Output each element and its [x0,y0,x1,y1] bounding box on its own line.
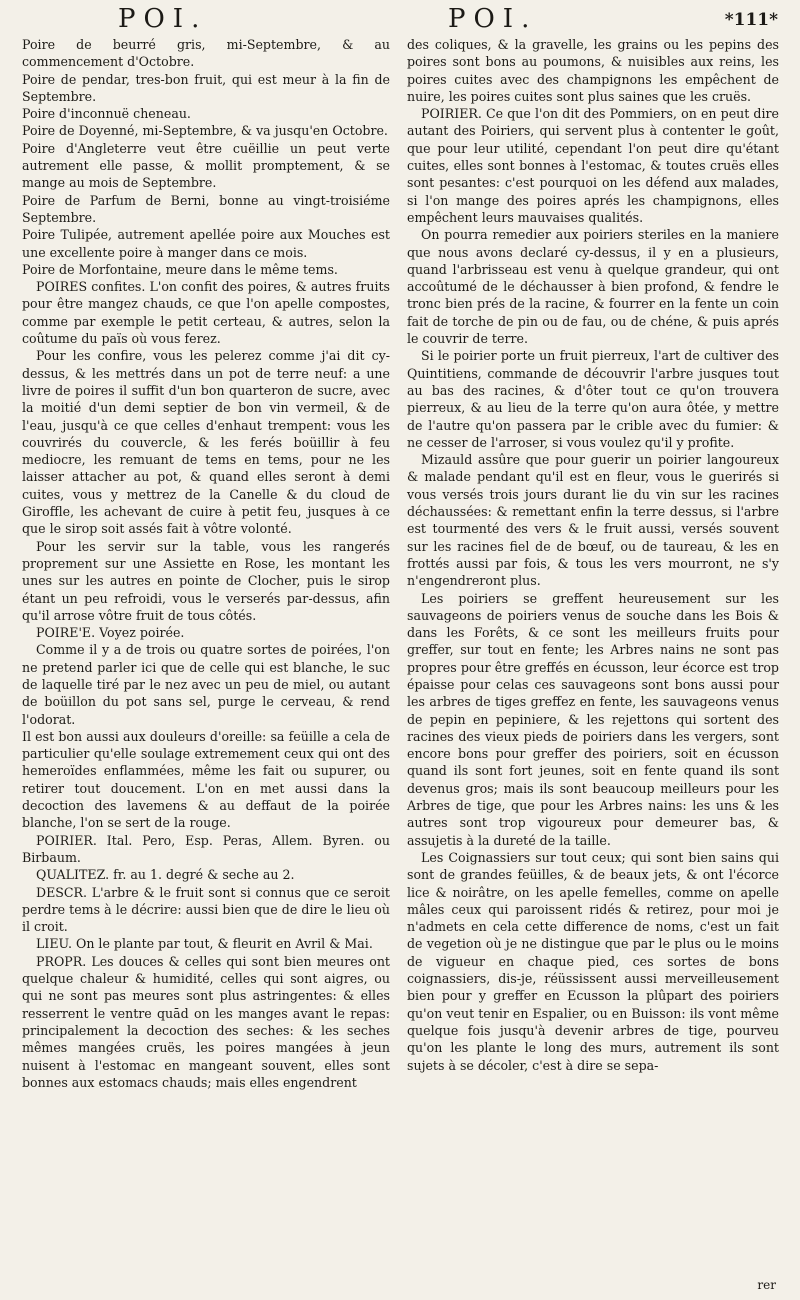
paragraph: Les poiriers se greffent heureusement sur les sauvageons de poiriers venus de souche dans les Bois & dans les Forêts, & ce sont les meilleurs fruits pour greffer, sur tout en fente; les Arbres nains ne sont pas propres pour être greffés en écusson, leur écorce est trop épaisse pour celas ces sauvageons sont bons aussi pour les arbres de tiges greffez en fente, les sauvageons venus de pepin en pepiniere, & les rejettons qui sortent des racines des vieux pieds de poiriers dans les vergers, sont encore bons pour greffer des poiriers, soit en écusson quand ils sont fort jeunes, soit en fente quand ils sont devenus gros; mais ils sont beaucoup meilleurs pour les Arbres de tige, que pour les Arbres nains: les uns & les autres sont trop vigoureux pour demeurer bas, & assujetis à la dureté de la taille. [407,590,779,848]
paragraph: PROPR. Les douces & celles qui sont bien meures ont quelque chaleur & humidité, celles qui sont aigres, ou qui ne sont pas meures sont plus astringentes: & elles resserrent le ventre quād on les manges avant le repas: principalement la decoction des seches: & les seches mêmes mangées cruës, les poires mangées à jeun nuisent à l'estomac en mangeant souvent, elles sont bonnes aux estomacs chauds; mais elles engendrent [22,953,390,1090]
right-column [407,36,779,1074]
paragraph: Poire de Doyenné, mi-Septembre, & va jusqu'en Octobre. [22,123,388,139]
paragraph: Pour les confire, vous les pelerez comme j'ai dit cy-dessus, & les mettrés dans un pot de terre neuf: a une livre de poires il suffit d'un bon quarteron de sucre, avec la moitié d'un demi septier de bon vin vermeil, & de l'eau, jusqu'à ce que celles d'enhaut trempent: vous les couvrirés du couvercle, & les ferés boüillir à feu mediocre, les remuant de tems en tems, pour ne les laisser attacher au pot, & quand elles seront à demi cuites, vous y mettrez de la Canelle & du cloud de Giroffle, les achevant de cuire à petit feu, jusques à ce que le sirop soit assés fait à vôtre volonté. [22,348,390,537]
paragraph: Les Coignassiers sur tout ceux; qui sont bien sains qui sont de grandes feüilles, & de beaux jets, & ont l'écorce lice & noirâtre, on les apelle femelles, comme on apelle mâles ceux qui paroissent ridés & retirez, pour moi je n'admets en cela cette difference de noms, c'est un fait de vegetion où je ne distingue que par le plus ou le moins de vigueur en chaque pied, ces sortes de bons coignassiers, dis-je, réüssissent aussi merveilleusement bien pour y greffer en Ecusson la plûpart des poiriers qu'on veut tenir en Espalier, ou en Buisson: ils vont même quelque fois jusqu'à devenir arbres de tige, pourveu qu'on les plante le long des murs, autrement ils sont sujets à se décoler, c'est à dire se sepa- [407,849,779,1073]
entry-paragraph: POIRIER. Ce que l'on dit des Pommiers, on en peut dire autant des Poiriers, qui servent plus à contenter le goût, que pour leur utilité, cependant l'on peut dire qu'étant cuites, elles sont bonnes à l'estomac, & toutes cruës elles sont pesantes: c'est pourquoi on les défend aux malades, si l'on mange des poires aprés les champignons, elles empêchent leurs mauvaises qualités. [407,106,779,225]
paragraph: Il est bon aussi aux douleurs d'oreille: sa feüille a cela de particulier qu'elle soulage extremement ceux qui ont des hemeroïdes enflammées, même les fait ou supurer, ou retirer tout doucement. L'on en met aussi dans la decoction des lavemens & au deffaut de la poirée blanche, l'on se sert de la rouge. [22,728,390,831]
page-number: *111* [724,10,778,30]
paragraph: Poire d'inconnuë cheneau. [22,106,191,122]
paragraph: Comme il y a de trois ou quatre sortes de poirées, l'on ne pretend parler ici que de celle qui est blanche, le suc de laquelle tiré par le nez avec un peu de miel, ou autant de boüillon du pot sans sel, purge le cerveau, & rend l'odorat. [22,642,390,727]
catchword: rer [757,1278,776,1292]
paragraph: Pour les servir sur la table, vous les rangerés proprement sur une Assiette en Rose, les montant les unes sur les autres en pointe de Clocher, puis le sirop étant un peu refroidi, vous le verserés par-dessus, afin qu'il arrose vôtre fruit de tous côtés. [22,538,390,623]
paragraph: Poire de Morfontaine, meure dans le même tems. [22,261,338,277]
paragraph: On pourra remedier aux poiriers steriles en la maniere que nous avons declaré cy-dessus, il y en a plusieurs, quand l'arbrisseau est venu à quelque grandeur, qui ont accoûtumé de le déchausser à bien profond, & fendre le tronc bien prés de la racine, & fourrer en la fente un coin fait de torche de pin ou de fau, ou de chéne, & puis aprés le couvrir de terre. [407,227,779,347]
paragraph: Poire de Parfum de Berni, bonne au vingt-troisiéme Septembre. [22,192,390,225]
header-right: POI. [448,4,538,34]
paragraph: Poire Tulipée, autrement apellée poire aux Mouches est une excellente poire à manger dans ce mois. [22,227,390,260]
paragraph: des coliques, & la gravelle, les grains ou les pepins des poires sont bons au poumons, & nuisibles aux reins, les poires cuites avec des champignons les empêchent de nuire, les poires cuites sont plus saines que les cruës. [407,37,779,104]
paragraph: Poire de pendar, tres-bon fruit, qui est meur à la fin de Septembre. [22,71,390,104]
running-header [0,0,800,38]
paragraph: Mizauld assûre que pour guerir un poirier langoureux & malade pendant qu'il est en fleur, vous le guerirés si vous versés trois jours durant lie du vin sur les racines déchaussées: & remettant enfin la terre dessus, si l'arbre est tourmenté des vers & le fruit aussi, versés souvent sur les racines fiel de de bœuf, ou de taureau, & les en frottés aussi par fois, & tous les vers mourront, ne s'y n'engendreront plus. [407,452,779,589]
entry-paragraph: POIRES confites. L'on confit des poires, & autres fruits pour être mangez chauds, ce que l'on apelle compostes, comme par exemple le petit certeau, & autres, selon la coûtume du païs où vous ferez. [22,279,390,347]
entry-paragraph: POIRE'E. Voyez poirée. [36,625,185,641]
paragraph: Poire de beurré gris, mi-Septembre, & au commencement d'Octobre. [22,37,390,70]
header-left: POI. [118,4,208,34]
paragraph: DESCR. L'arbre & le fruit sont si connus que ce seroit perdre tems à le décrire: aussi bien que de dire le lieu où il croit. [22,884,390,935]
paragraph: Poire d'Angleterre veut être cuëillie un peut verte autrement elle passe, & mollit promptement, & se mange au mois de Septembre. [22,140,390,191]
paragraph: LIEU. On le plante par tout, & fleurit en Avril & Mai. [36,936,373,952]
entry-paragraph: POIRIER. Ital. Pero, Esp. Peras, Allem. Byren. ou Birbaum. [22,832,390,865]
paragraph: QUALITEZ. fr. au 1. degré & seche au 2. [36,867,295,883]
paragraph: Si le poirier porte un fruit pierreux, l'art de cultiver des Quintitiens, commande de découvrir l'arbre jusques tout au bas des racines, & d'ôter tout ce qu'on trouvera pierreux, & au lieu de la terre qu'on aura ôtée, y mettre de l'autre qu'on passera par le crible avec du fumier: & ne cesser de l'arroser, si vous voulez qu'il y profite. [407,348,779,450]
left-column [22,36,390,1091]
